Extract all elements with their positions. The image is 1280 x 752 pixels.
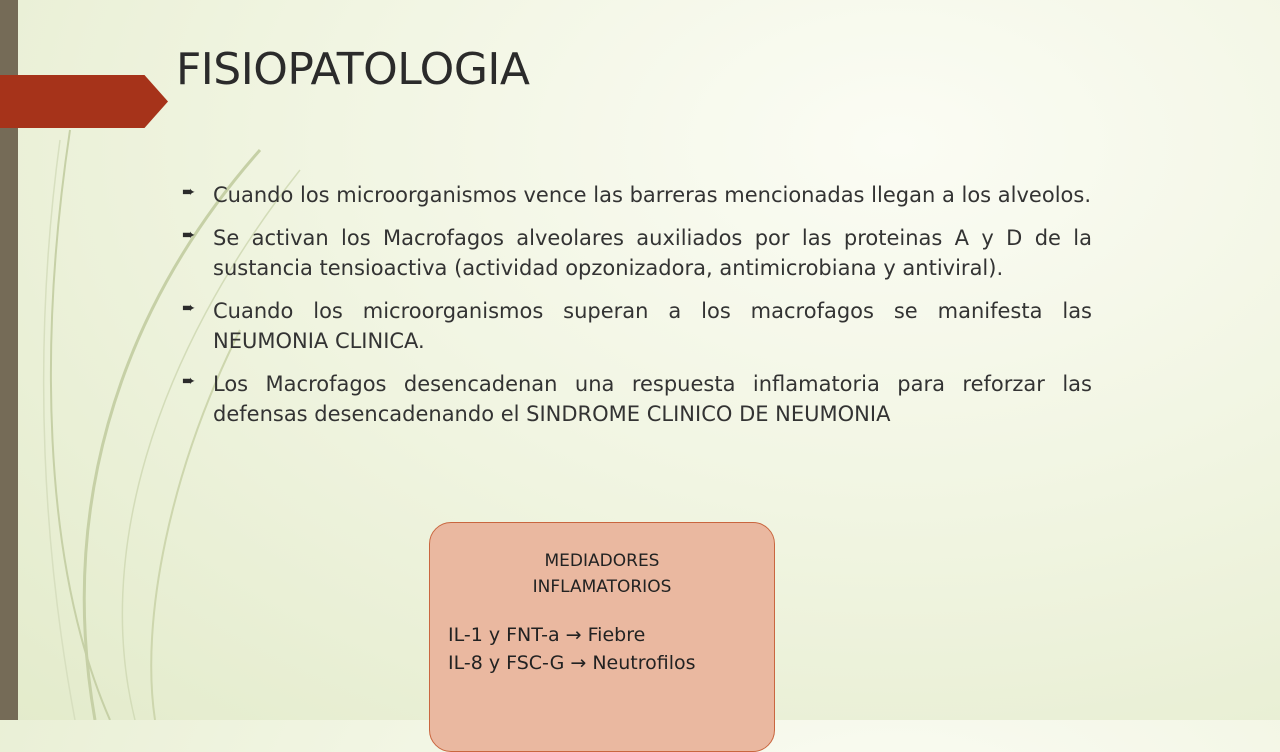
slide-title: FISIOPATOLOGIA xyxy=(176,44,530,95)
bullet-text: Los Macrofagos desencadenan una respuesta inflamatoria para reforzar las defensas desencadenando el SINDROME CLINICO DE NEUMONIA xyxy=(213,372,1092,427)
mediator-row xyxy=(448,650,756,678)
mediator-effect: Neutrofilos xyxy=(592,651,696,674)
arrow-right-icon: ➨ xyxy=(182,298,196,318)
bullet-text: Se activan los Macrofagos alveolares auxiliados por las proteinas A y D de la sustancia tensioactiva (actividad opzonizadora, antimicrobiana y antiviral). xyxy=(213,226,1092,281)
arrow-right-icon: → xyxy=(565,624,582,646)
mediator-row xyxy=(448,622,756,650)
arrow-right-icon: ➨ xyxy=(182,225,196,245)
mediator-effect: Fiebre xyxy=(587,624,646,646)
arrow-right-icon: ➨ xyxy=(182,371,196,391)
bullet-text: Cuando los microorganismos vence las barreras mencionadas llegan a los alveolos. xyxy=(213,183,1091,207)
bullet-item xyxy=(176,296,1092,356)
callout-title-line: INFLAMATORIOS xyxy=(532,576,672,597)
mediator-name: IL-1 y FNT-a xyxy=(448,624,560,646)
mediators-callout-box xyxy=(429,522,775,752)
arrow-right-icon: → xyxy=(570,651,587,674)
arrow-right-icon: ➨ xyxy=(182,182,196,201)
bullet-item xyxy=(176,369,1092,429)
bullet-item xyxy=(176,223,1092,283)
callout-title-line: MEDIADORES xyxy=(544,551,660,571)
bullet-item xyxy=(176,180,1092,210)
bullet-text: Cuando los microorganismos superan a los macrofagos se manifesta las NEUMONIA CLINICA. xyxy=(213,299,1092,354)
callout-title xyxy=(448,549,756,600)
title-accent-arrow xyxy=(0,75,168,128)
bullet-list xyxy=(176,180,1092,442)
mediator-name: IL-8 y FSC-G xyxy=(448,651,565,674)
